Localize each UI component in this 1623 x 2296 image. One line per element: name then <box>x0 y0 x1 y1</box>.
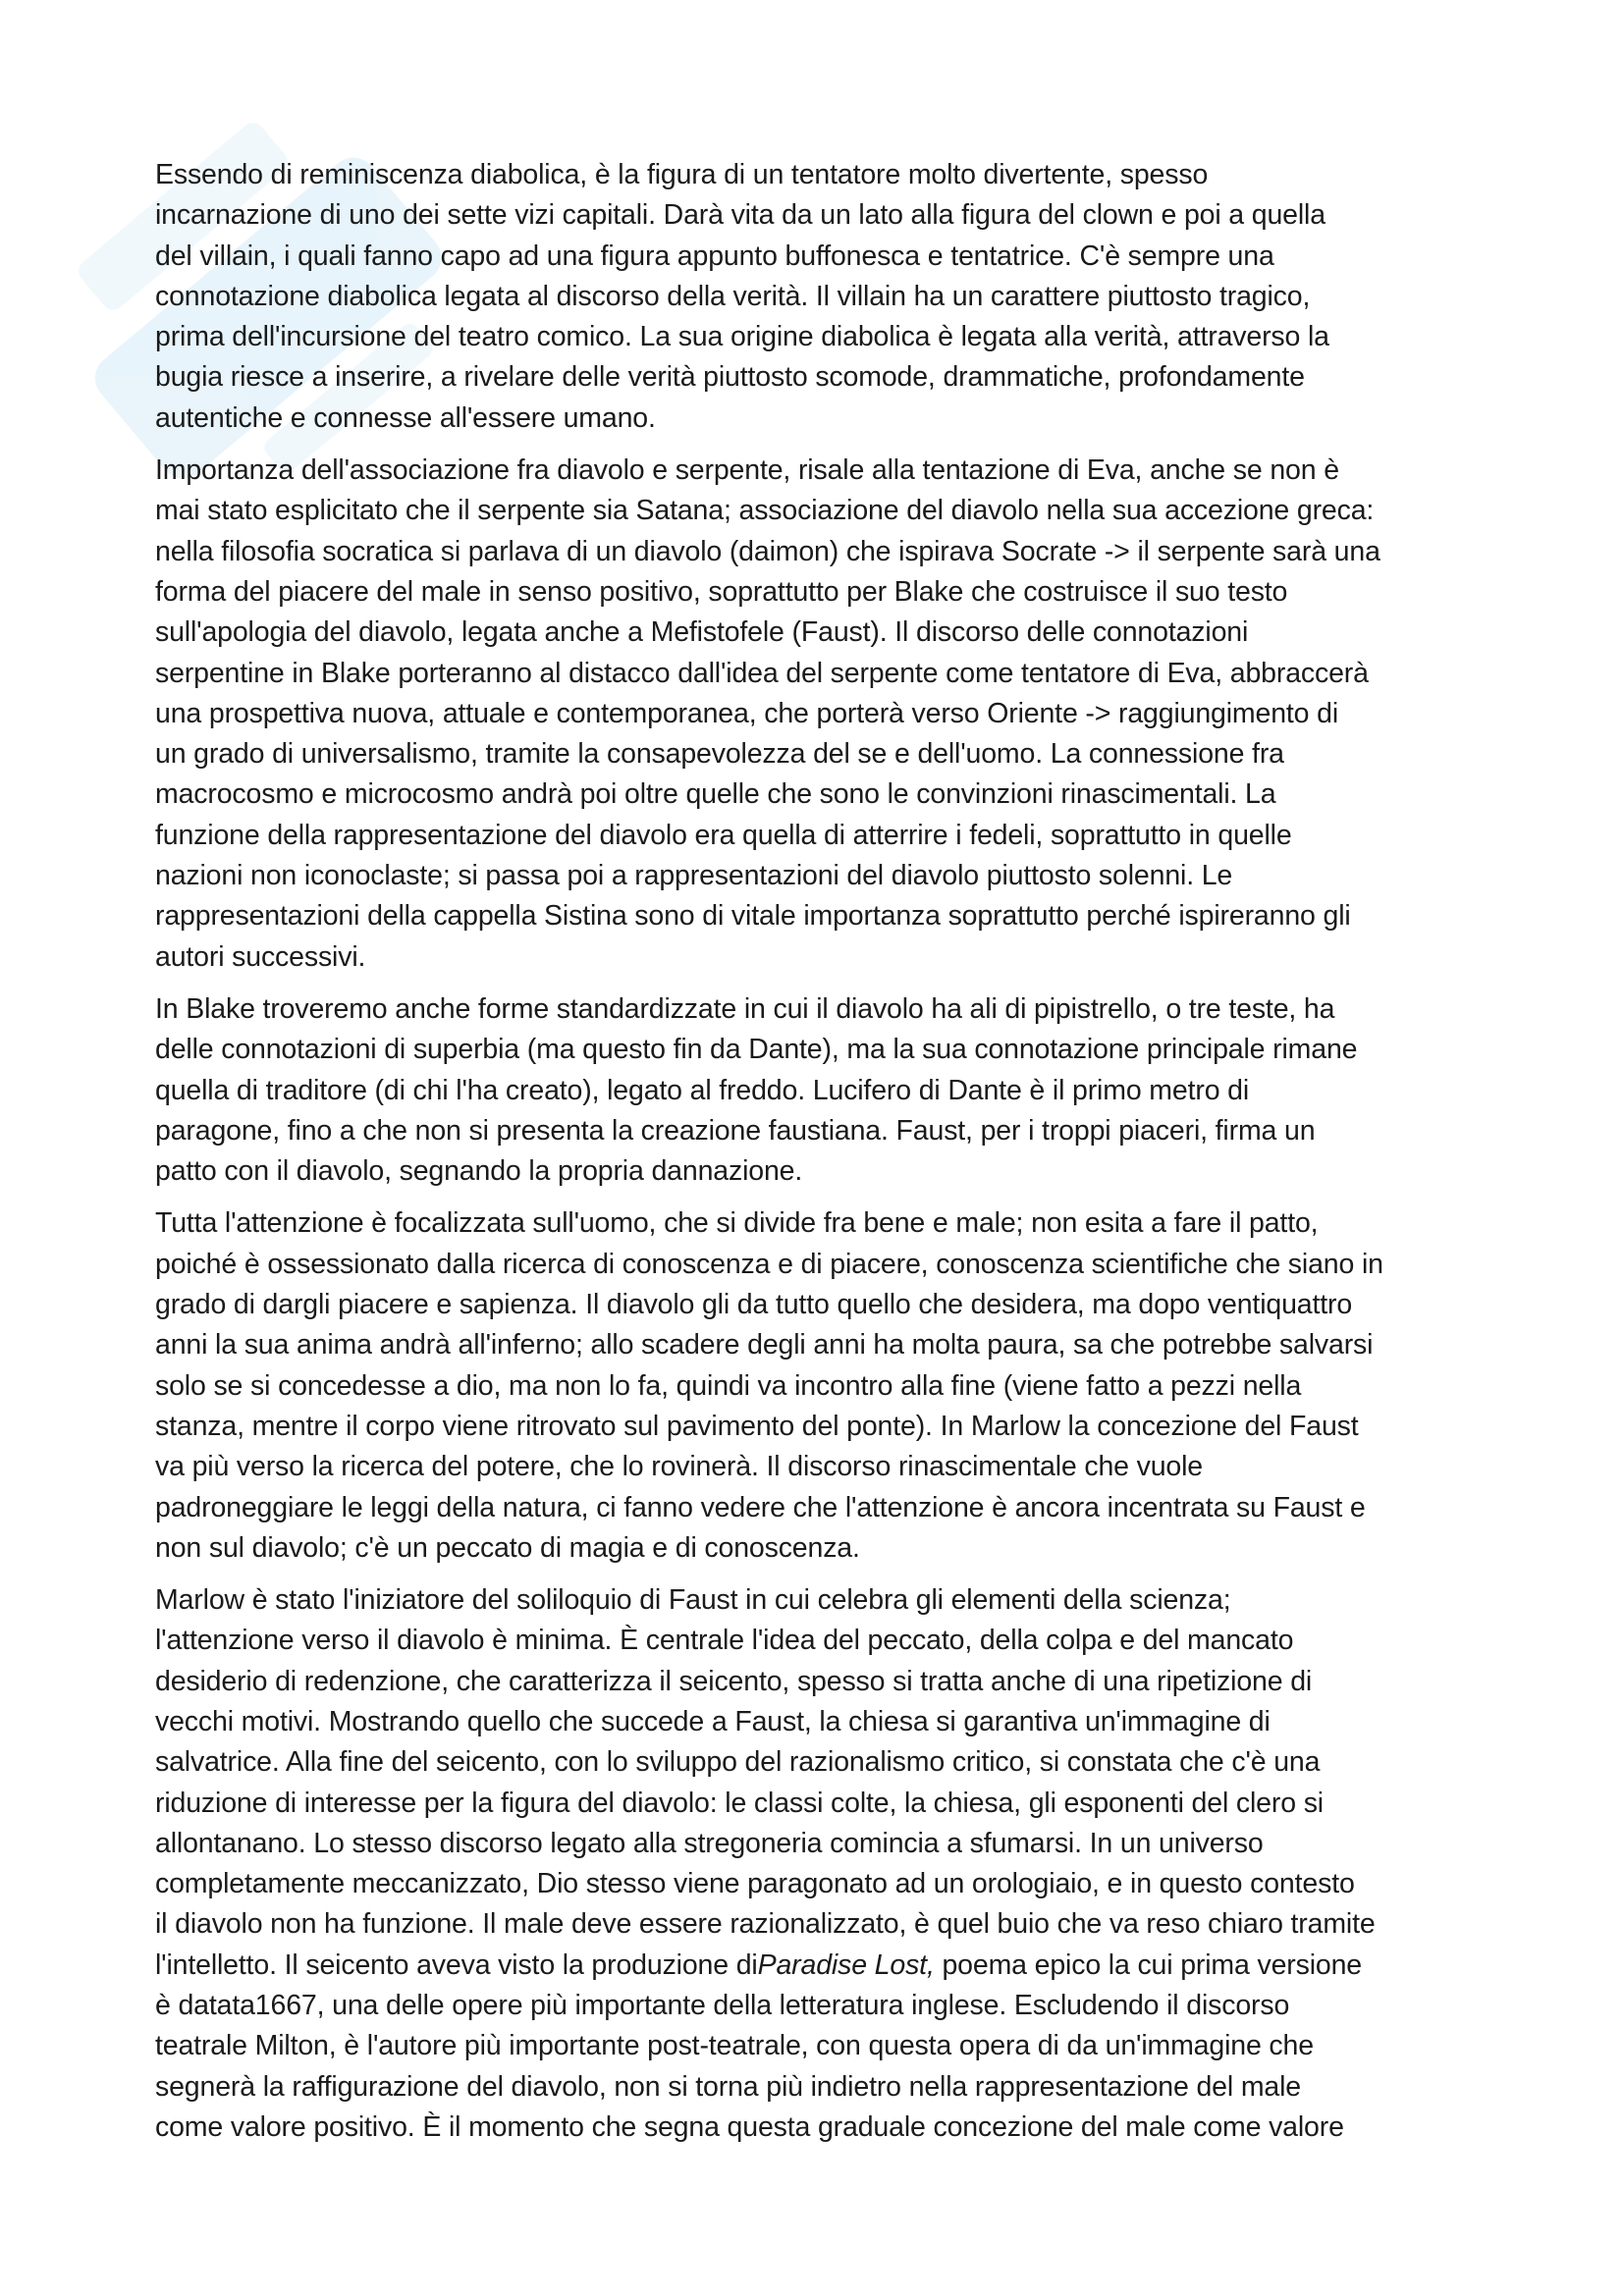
text-fragment: poema epico la cui prima versione <box>934 1949 1363 1981</box>
text-line: quella di traditore (di chi l'ha creato), legato al freddo. Lucifero di Dante è il primo metro di <box>155 1074 1250 1106</box>
text-line: delle connotazioni di superbia (ma questo fin da Dante), ma la sua connotazione principale rimane <box>155 1034 1358 1066</box>
text-line: segnerà la raffigurazione del diavolo, non si torna più indietro nella rappresentazione del male <box>155 2070 1302 2103</box>
text-line: va più verso la ricerca del potere, che lo rovinerà. Il discorso rinascimentale che vuole <box>155 1451 1204 1483</box>
text-line: anni la sua anima andrà all'inferno; allo scadere degli anni ha molta paura, sa che potrebbe salvarsi <box>155 1329 1374 1362</box>
text-line: è datata1667, una delle opere più importante della letteratura inglese. Escludendo il discorso <box>155 1990 1290 2022</box>
document-body <box>155 155 1471 2160</box>
text-line: nazioni non iconoclaste; si passa poi a rappresentazioni del diavolo piuttosto solenni. Le <box>155 860 1233 892</box>
text-line: bugia riesce a inserire, a rivelare delle verità piuttosto scomode, drammatiche, profondamente <box>155 361 1305 394</box>
text-line: forma del piacere del male in senso positivo, soprattutto per Blake che costruisce il suo testo <box>155 575 1288 608</box>
text-line: vecchi motivi. Mostrando quello che succede a Faust, la chiesa si garantiva un'immagine di <box>155 1705 1271 1737</box>
text-line: padroneggiare le leggi della natura, ci fanno vedere che l'attenzione è ancora incentrata su Faust e <box>155 1491 1366 1523</box>
paragraph-3 <box>155 989 1471 1192</box>
text-line: incarnazione di uno dei sette vizi capitali. Darà vita da un lato alla figura del clown e poi a quella <box>155 199 1325 232</box>
text-line: funzione della rappresentazione del diavolo era quella di atterrire i fedeli, soprattutto in quelle <box>155 819 1292 851</box>
paragraph-2 <box>155 451 1471 978</box>
paragraph-5 <box>155 1580 1471 2148</box>
text-line: patto con il diavolo, segnando la propria dannazione. <box>155 1155 803 1188</box>
text-line: una prospettiva nuova, attuale e contemporanea, che porterà verso Oriente -> raggiungimento di <box>155 697 1339 729</box>
text-line: Essendo di reminiscenza diabolica, è la figura di un tentatore molto divertente, spesso <box>155 159 1209 190</box>
text-line: autori successivi. <box>155 940 366 973</box>
text-line: paragone, fino a che non si presenta la creazione faustiana. Faust, per i troppi piaceri, firma un <box>155 1114 1316 1147</box>
text-line: nella filosofia socratica si parlava di un diavolo (daimon) che ispirava Socrate -> il serpente sarà una <box>155 535 1380 567</box>
text-line: salvatrice. Alla fine del seicento, con lo sviluppo del razionalismo critico, si constata che c'è una <box>155 1746 1321 1779</box>
text-line: come valore positivo. È il momento che segna questa graduale concezione del male come valore <box>155 2110 1344 2143</box>
text-line: macrocosmo e microcosmo andrà poi oltre quelle che sono le convinzioni rinascimentali. La <box>155 778 1276 811</box>
text-line-with-title <box>155 1946 1471 1986</box>
paragraph-1 <box>155 155 1471 439</box>
text-line: l'attenzione verso il diavolo è minima. È centrale l'idea del peccato, della colpa e del mancato <box>155 1625 1294 1657</box>
text-line: un grado di universalismo, tramite la consapevolezza del se e dell'uomo. La connessione fra <box>155 738 1284 771</box>
text-line: prima dell'incursione del teatro comico. La sua origine diabolica è legata alla verità, attraverso la <box>155 321 1329 353</box>
text-line: completamente meccanizzato, Dio stesso viene paragonato ad un orologiaio, e in questo contesto <box>155 1868 1355 1900</box>
text-line: rappresentazioni della cappella Sistina sono di vitale importanza soprattutto perché ispireranno gli <box>155 900 1351 933</box>
text-line: il diavolo non ha funzione. Il male deve essere razionalizzato, è quel buio che va reso chiaro tramite <box>155 1908 1376 1941</box>
text-line: connotazione diabolica legata al discorso della verità. Il villain ha un carattere piuttosto tragico, <box>155 280 1311 312</box>
text-line: stanza, mentre il corpo viene ritrovato sul pavimento del ponte). In Marlow la concezione del Faust <box>155 1410 1359 1442</box>
text-line: serpentine in Blake porteranno al distacco dall'idea del serpente come tentatore di Eva, abbraccerà <box>155 657 1369 689</box>
italic-book-title: Paradise Lost, <box>757 1949 935 1981</box>
text-line: non sul diavolo; c'è un peccato di magia e di conoscenza. <box>155 1531 860 1564</box>
text-line: sull'apologia del diavolo, legata anche a Mefistofele (Faust). Il discorso delle connotazioni <box>155 616 1249 649</box>
text-line: riduzione di interesse per la figura del diavolo: le classi colte, la chiesa, gli esponenti del clero si <box>155 1787 1324 1819</box>
text-line: mai stato esplicitato che il serpente sia Satana; associazione del diavolo nella sua accezione greca: <box>155 495 1375 527</box>
text-line: autentiche e connesse all'essere umano. <box>155 401 656 434</box>
text-line: del villain, i quali fanno capo ad una figura appunto buffonesca e tentatrice. C'è sempre una <box>155 240 1274 272</box>
text-fragment: l'intelletto. Il seicento aveva visto la produzione di <box>155 1949 758 1981</box>
text-line: poiché è ossessionato dalla ricerca di conoscenza e di piacere, conoscenza scientifiche che siano in <box>155 1248 1383 1280</box>
text-line: Importanza dell'associazione fra diavolo e serpente, risale alla tentazione di Eva, anche se non è <box>155 454 1339 487</box>
text-line: Marlow è stato l'iniziatore del soliloquio di Faust in cui celebra gli elementi della scienza; <box>155 1584 1231 1617</box>
text-line: desiderio di redenzione, che caratterizza il seicento, spesso si tratta anche di una ripetizione di <box>155 1665 1313 1697</box>
text-line: In Blake troveremo anche forme standardizzate in cui il diavolo ha ali di pipistrello, o tre teste, ha <box>155 992 1335 1025</box>
text-line: allontanano. Lo stesso discorso legato alla stregoneria comincia a sfumarsi. In un universo <box>155 1827 1264 1859</box>
text-line: grado di dargli piacere e sapienza. Il diavolo gli da tutto quello che desidera, ma dopo ventiquattro <box>155 1289 1353 1321</box>
text-line: Tutta l'attenzione è focalizzata sull'uomo, che si divide fra bene e male; non esita a fare il patto, <box>155 1207 1319 1240</box>
text-line: solo se si concedesse a dio, ma non lo fa, quindi va incontro alla fine (viene fatto a pezzi nella <box>155 1369 1302 1402</box>
paragraph-4 <box>155 1203 1471 1569</box>
text-line: teatrale Milton, è l'autore più importante post-teatrale, con questa opera di da un'immagine che <box>155 2030 1314 2062</box>
